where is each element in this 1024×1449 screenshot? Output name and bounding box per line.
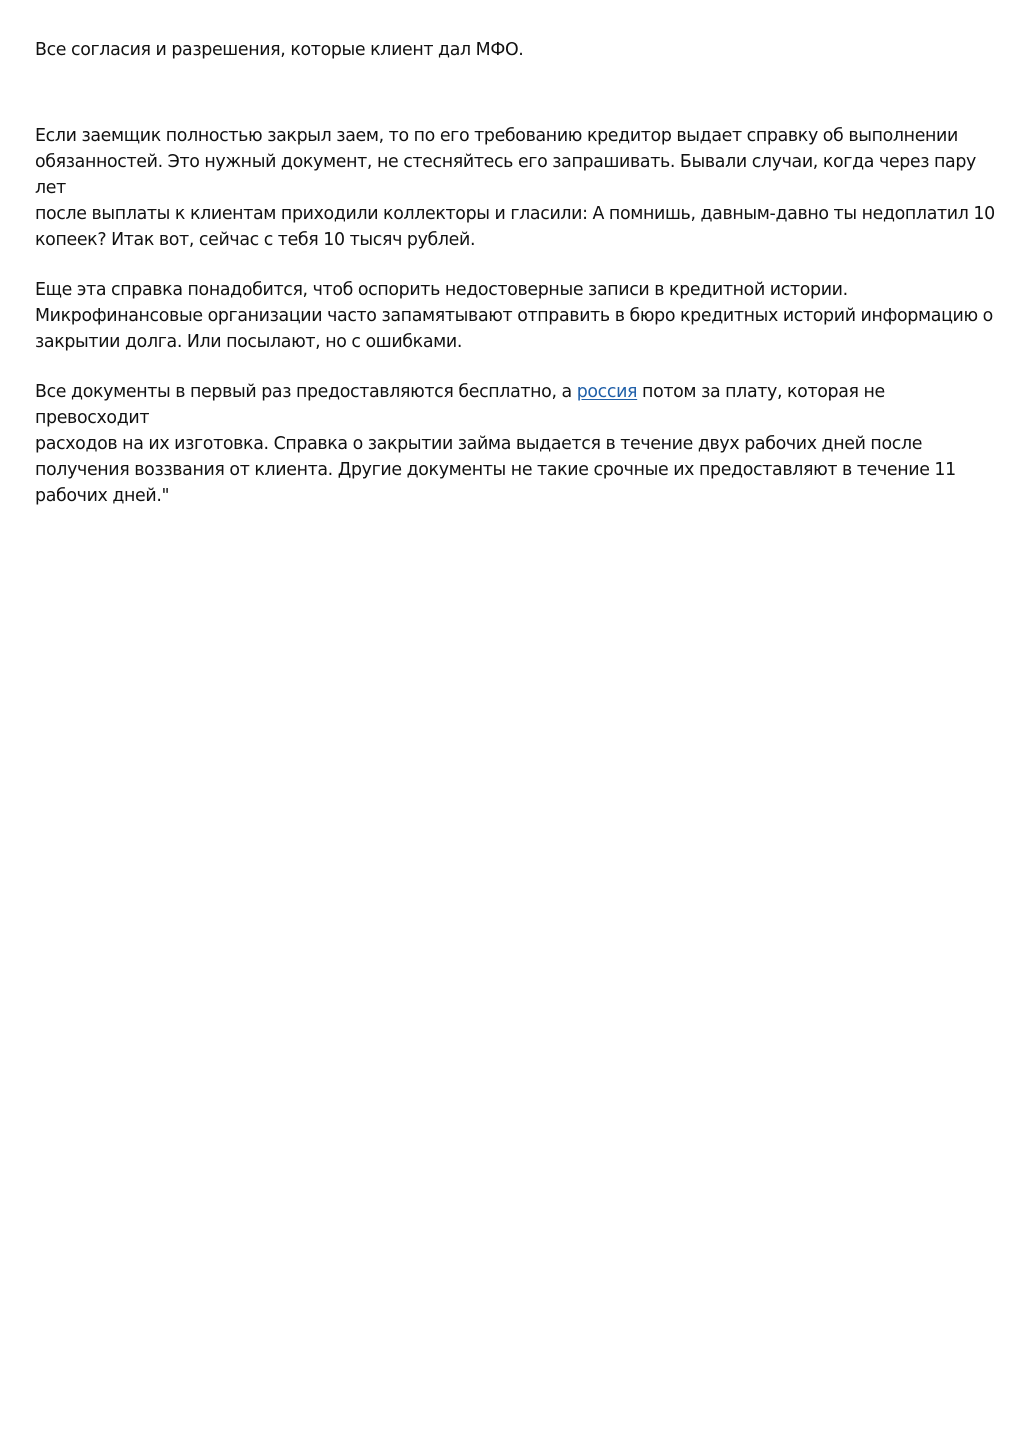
document-page [35, 37, 995, 509]
paragraph-text-before-link: Все документы в первый раз предоставляются бесплатно, а [35, 382, 577, 402]
paragraph-closing-certificate: Если заемщик полностью закрыл заем, то по его требованию кредитор выдает справку об выполнении обязанностей. Это нужный документ, не стесняйтесь его запрашивать. Бывали случаи, когда через пару лет после выплаты к клиентам приходили коллекторы и гласили: А помнишь, давным-давно ты недоплатил 10 копеек? Итак вот, сейчас с тебя 10 тысяч рублей. [35, 126, 995, 250]
russia-link[interactable]: россия [576, 382, 638, 402]
paragraph-text-after-link: потом за плату, которая не превосходит расходов на их изготовка. Справка о закрытии займа выдается в течение двух рабочих дней после получения воззвания от клиента. Другие документы не такие срочные их предоставляют в течение 11 рабочих дней." [35, 382, 956, 506]
paragraph-credit-history: Еще эта справка понадобится, чтоб оспорить недостоверные записи в кредитной истории. Микрофинансовые организации часто запамятывают отправить в бюро кредитных историй информацию о закрытии долга. Или посылают, но с ошибками. [35, 280, 993, 352]
paragraph-consents: Все согласия и разрешения, которые клиент дал МФО. [35, 40, 524, 60]
paragraph-documents-fees [35, 379, 995, 509]
